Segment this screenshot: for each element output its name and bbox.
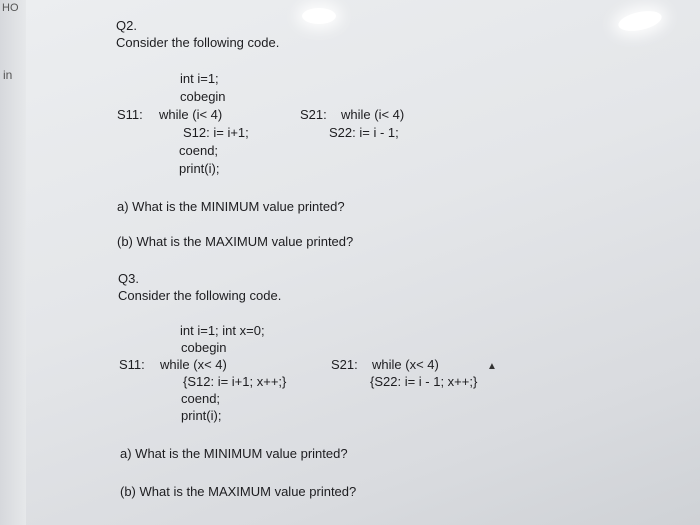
q2-s11-label: S11: — [117, 107, 143, 122]
screen-glare — [617, 8, 664, 35]
q2-question-a: a) What is the MINIMUM value printed? — [117, 199, 345, 214]
q3-number: Q3. — [118, 271, 139, 286]
q2-s22: S22: i= i - 1; — [329, 125, 399, 140]
q3-question-a: a) What is the MINIMUM value printed? — [120, 446, 348, 461]
q3-question-b: (b) What is the MAXIMUM value printed? — [120, 484, 357, 499]
q2-number: Q2. — [116, 18, 137, 33]
q2-question-b: (b) What is the MAXIMUM value printed? — [117, 234, 354, 249]
edge-top-label: HO — [2, 2, 19, 14]
q3-s22: {S22: i= i - 1; x++;} — [370, 374, 478, 389]
q3-code-decl: int i=1; int x=0; — [180, 323, 265, 338]
q3-code-cobegin: cobegin — [181, 340, 227, 355]
mouse-cursor-icon: ▲ — [487, 361, 497, 372]
q3-s12: {S12: i= i+1; x++;} — [183, 374, 287, 389]
q3-s11-label: S11: — [119, 357, 145, 372]
q3-code-coend: coend; — [181, 391, 221, 406]
screen-glare — [302, 8, 336, 24]
q2-code-cobegin: cobegin — [180, 89, 226, 104]
q2-s12: S12: i= i+1; — [183, 125, 249, 140]
q2-code-coend: coend; — [179, 143, 219, 158]
edge-side-label: in — [3, 68, 13, 82]
q3-s11-loop: while (x< 4) — [160, 357, 227, 372]
q2-s21-label: S21: — [300, 107, 327, 122]
q3-intro: Consider the following code. — [118, 288, 282, 303]
q2-intro: Consider the following code. — [116, 35, 280, 50]
q3-s21-label: S21: — [331, 357, 358, 372]
q3-code-print: print(i); — [181, 408, 222, 423]
q2-code-decl: int i=1; — [180, 71, 219, 86]
q2-s11-loop: while (i< 4) — [159, 107, 223, 122]
q2-s21-loop: while (i< 4) — [341, 107, 405, 122]
q2-code-print: print(i); — [179, 161, 220, 176]
q3-s21-loop: while (x< 4) — [372, 357, 439, 372]
